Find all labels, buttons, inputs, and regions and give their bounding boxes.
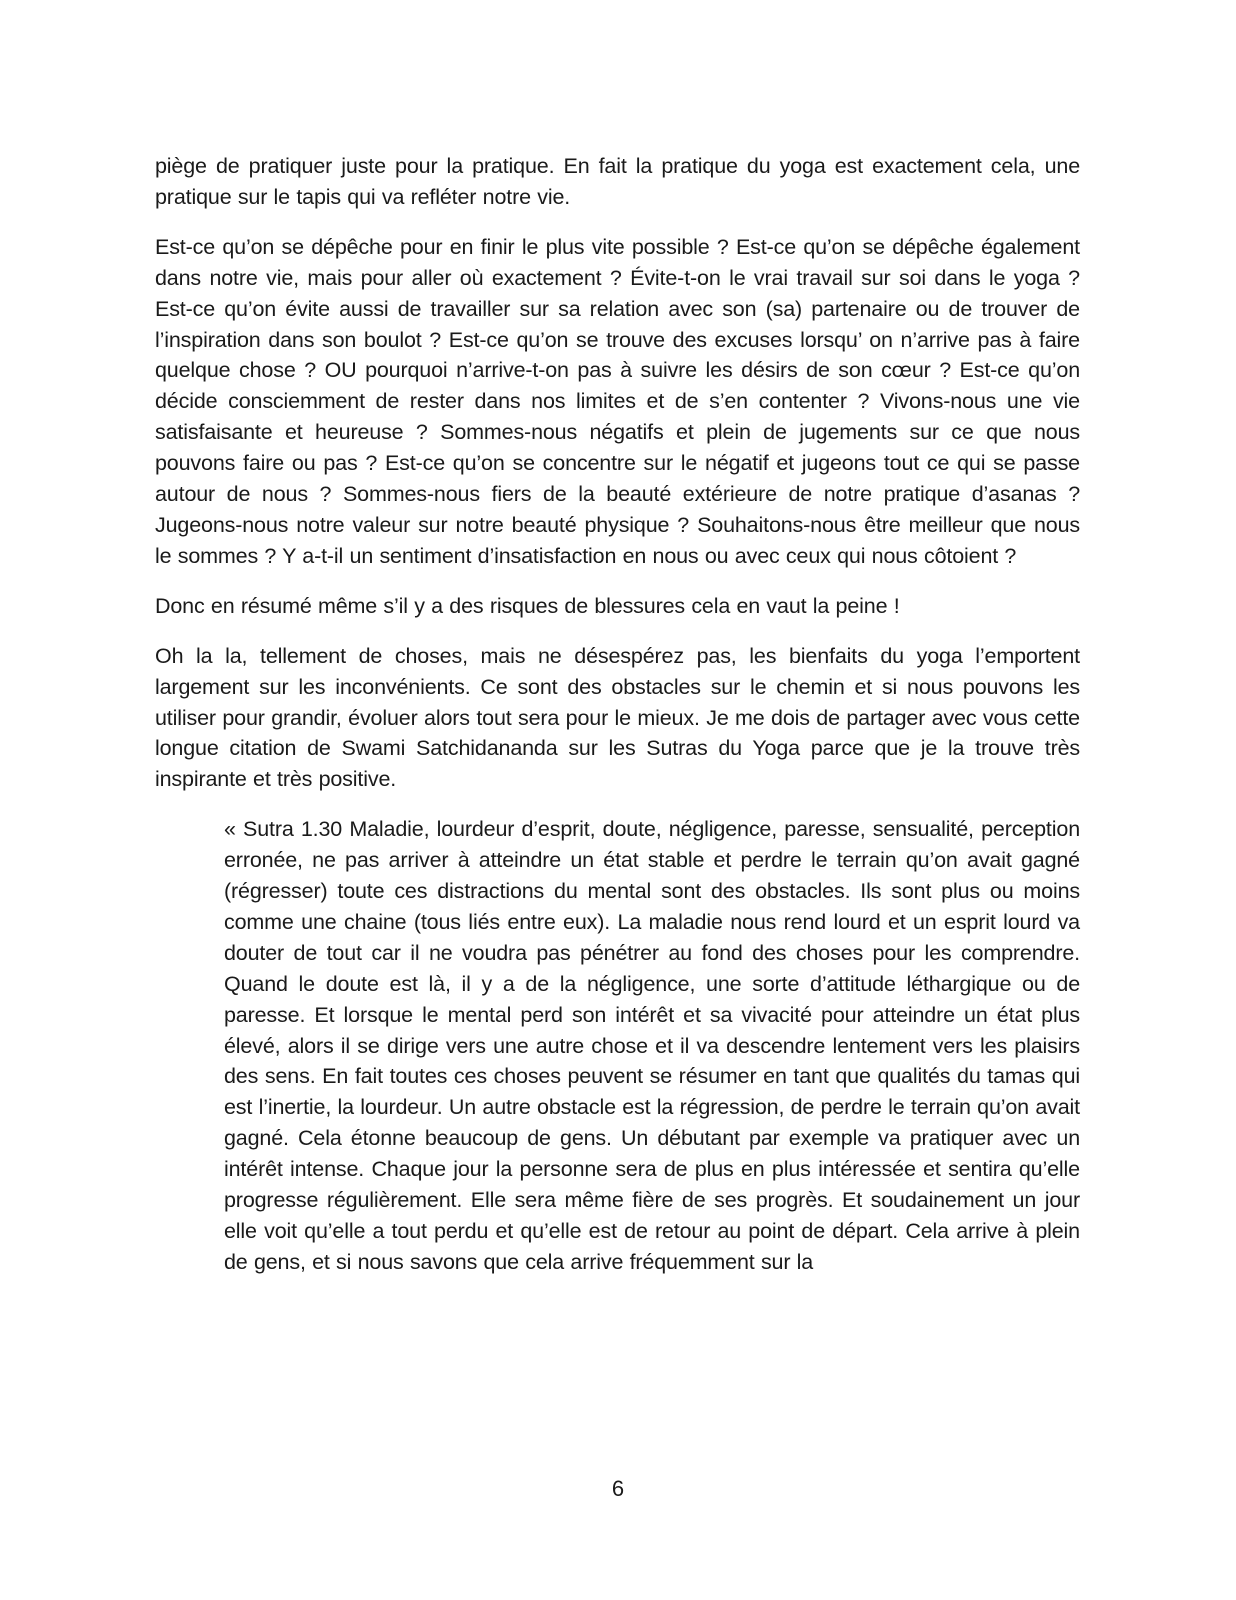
- sutra-quote: « Sutra 1.30 Maladie, lourdeur d’esprit, doute, négligence, paresse, sensualité, perception erronée, ne pas arriver à atteindre un état stable et perdre le terrain qu’on avait gagné (régresser) toute ces distractions du mental sont des obstacles. Ils sont plus ou moins comme une chaine (tous liés entre eux). La maladie nous rend lourd et un esprit lourd va douter de tout car il ne voudra pas pénétrer au fond des choses pour les comprendre. Quand le doute est là, il y a de la négligence, une sorte d’attitude léthargique ou de paresse. Et lorsque le mental perd son intérêt et sa vivacité pour atteindre un état plus élevé, alors il se dirige vers une autre chose et il va descendre lentement vers les plaisirs des sens. En fait toutes ces choses peuvent se résumer en tant que qualités du tamas qui est l’inertie, la lourdeur. Un autre obstacle est la régression, de perdre le terrain qu’on avait gagné. Cela étonne beaucoup de gens. Un débutant par exemple va pratiquer avec un intérêt intense. Chaque jour la personne sera de plus en plus intéressée et sentira qu’elle progresse régulièrement. Elle sera même fière de ses progrès. Et soudainement un jour elle voit qu’elle a tout perdu et qu’elle est de retour au point de départ. Cela arrive à plein de gens, et si nous savons que cela arrive fréquemment sur la: [224, 817, 1080, 1274]
- paragraph-questions: Est-ce qu’on se dépêche pour en finir le plus vite possible ? Est-ce qu’on se dépêche également dans notre vie, mais pour aller où exactement ? Évite-t-on le vrai travail sur soi dans le yoga ? Est-ce qu’on évite aussi de travailler sur sa relation avec son (sa) partenaire ou de trouver de l’inspiration dans son boulot ? Est-ce qu’on se trouve des excuses lorsqu’ on n’arrive pas à faire quelque chose ? OU pourquoi n’arrive-t-on pas à suivre les désirs de son cœur ? Est-ce qu’on décide consciemment de rester dans nos limites et de s’en contenter ? Vivons-nous une vie satisfaisante et heureuse ? Sommes-nous négatifs et plein de jugements sur ce que nous pouvons faire ou pas ? Est-ce qu’on se concentre sur le négatif et jugeons tout ce qui se passe autour de nous ? Sommes-nous fiers de la beauté extérieure de notre pratique d’asanas ? Jugeons-nous notre valeur sur notre beauté physique ? Souhaitons-nous être meilleur que nous le sommes ? Y a-t-il un sentiment d’insatisfaction en nous ou avec ceux qui nous côtoient ?: [155, 234, 1080, 568]
- paragraph-practice: piège de pratiquer juste pour la pratique. En fait la pratique du yoga est exactement cela, une pratique sur le tapis qui va refléter notre vie.: [155, 154, 1080, 209]
- paragraph-summary: Donc en résumé même s’il y a des risques de blessures cela en vaut la peine !: [155, 593, 900, 618]
- paragraph-benefits: Oh la la, tellement de choses, mais ne désespérez pas, les bienfaits du yoga l’emportent largement sur les inconvénients. Ce sont des obstacles sur le chemin et si nous pouvons les utiliser pour grandir, évoluer alors tout sera pour le mieux. Je me dois de partager avec vous cette longue citation de Swami Satchidananda sur les Sutras du Yoga parce que je la trouve très inspirante et très positive.: [155, 643, 1080, 792]
- page-body: [155, 151, 1080, 1278]
- page-number: 6: [611, 1476, 625, 1501]
